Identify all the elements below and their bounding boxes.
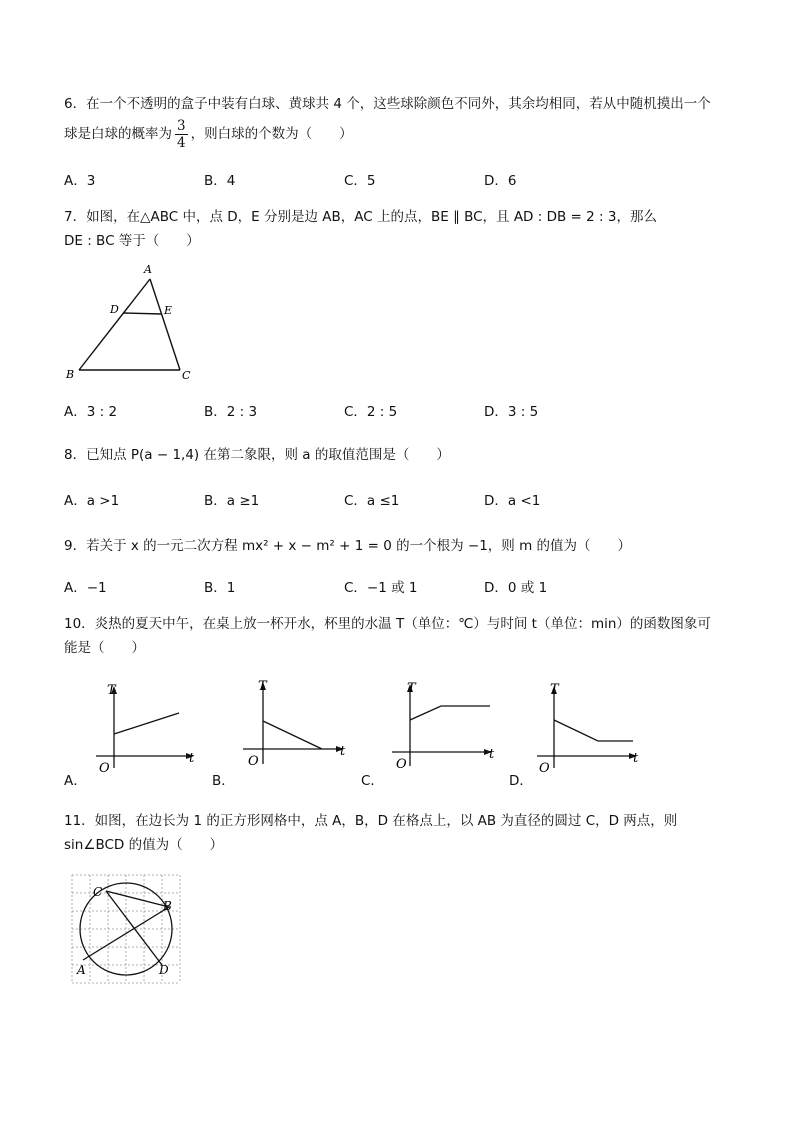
q10-graph-c[interactable] xyxy=(390,678,500,773)
q6-option-b[interactable]: B．4 xyxy=(204,173,236,189)
q6-line2-post: ，则白球的个数为（ ） xyxy=(190,126,353,142)
q8-options xyxy=(64,489,764,507)
q6-option-d[interactable]: D．6 xyxy=(484,173,517,189)
q6-frac-num: 3 xyxy=(177,117,186,134)
q10-a-axis-t-lower: t xyxy=(189,751,195,766)
q7-option-b[interactable]: B．2 : 3 xyxy=(204,404,258,420)
q10-d-axis-t-upper: T xyxy=(550,682,559,697)
q8-option-a[interactable]: A．a >1 xyxy=(64,493,120,509)
q7-line1: 7．如图，在△ABC 中，点 D，E 分别是边 AB，AC 上的点，BE ∥ BC，且 AD : DB = 2 : 3，那么 xyxy=(64,209,657,225)
q11-label-d: D xyxy=(159,963,169,977)
q10-option-d-label[interactable]: D． xyxy=(509,773,533,789)
q7-label-e: E xyxy=(164,304,173,317)
q10-c-axis-t-lower: t xyxy=(489,747,495,762)
q7-triangle-figure xyxy=(60,262,210,387)
q10-option-a-label[interactable]: A． xyxy=(64,773,87,789)
q9-option-d[interactable]: D．0 或 1 xyxy=(484,580,548,596)
q11-label-b: B xyxy=(163,899,172,913)
q6-line2-pre: 球是白球的概率为 xyxy=(64,126,172,142)
q11-label-c: C xyxy=(93,885,103,899)
q9-options xyxy=(64,576,764,594)
q10-a-axis-t-upper: T xyxy=(107,683,116,698)
q8-option-c[interactable]: C．a ≤1 xyxy=(344,493,400,509)
q10-graph-b[interactable] xyxy=(240,676,350,771)
q7-option-c[interactable]: C．2 : 5 xyxy=(344,404,398,420)
q8-option-d[interactable]: D．a <1 xyxy=(484,493,541,509)
q6-fraction xyxy=(175,118,188,151)
q10-option-b-label[interactable]: B． xyxy=(212,773,235,789)
q7-option-a[interactable]: A．3 : 2 xyxy=(64,404,118,420)
q6-frac-den: 4 xyxy=(177,134,186,151)
q7-line2: DE : BC 等于（ ） xyxy=(64,233,200,249)
q11-grid-circle-figure xyxy=(70,873,182,985)
q7-label-c: C xyxy=(182,369,191,382)
q6-line2 xyxy=(64,116,353,152)
q8-line1: 8．已知点 P(a − 1,4) 在第二象限，则 a 的取值范围是（ ） xyxy=(64,447,450,463)
q10-d-axis-t-lower: t xyxy=(633,751,639,766)
q11-label-a: A xyxy=(77,963,86,977)
q10-b-axis-t-upper: T xyxy=(258,679,267,694)
q10-graph-a[interactable] xyxy=(92,680,202,775)
q10-a-origin: O xyxy=(99,761,110,776)
q11-line1: 11．如图，在边长为 1 的正方形网格中，点 A，B，D 在格点上，以 AB 为直径的圆过 C，D 两点，则 xyxy=(64,813,678,829)
q7-label-b: B xyxy=(66,368,75,381)
q9-option-b[interactable]: B．1 xyxy=(204,580,236,596)
q9-line1: 9．若关于 x 的一元二次方程 mx² + x − m² + 1 = 0 的一个根为 −1，则 m 的值为（ ） xyxy=(64,538,632,554)
q6-options xyxy=(64,169,764,187)
q10-d-origin: O xyxy=(539,761,550,776)
q7-option-d[interactable]: D．3 : 5 xyxy=(484,404,539,420)
q7-label-a: A xyxy=(144,263,152,276)
q7-label-d: D xyxy=(110,303,119,316)
q7-options xyxy=(64,400,764,418)
q10-line1: 10．炎热的夏天中午，在桌上放一杯开水，杯里的水温 T（单位：℃）与时间 t（单位：min）的函数图象可 xyxy=(64,616,711,632)
q10-c-axis-t-upper: T xyxy=(407,681,416,696)
q6-line1: 6．在一个不透明的盒子中装有白球、黄球共 4 个，这些球除颜色不同外，其余均相同，若从中随机摸出一个 xyxy=(64,96,711,112)
q10-graph-d[interactable] xyxy=(535,680,645,775)
q10-c-origin: O xyxy=(396,757,407,772)
q9-option-c[interactable]: C．−1 或 1 xyxy=(344,580,418,596)
q10-line2: 能是（ ） xyxy=(64,640,145,656)
q10-option-c-label[interactable]: C． xyxy=(361,773,384,789)
q10-b-origin: O xyxy=(248,754,259,769)
q6-option-a[interactable]: A．3 xyxy=(64,173,96,189)
q8-option-b[interactable]: B．a ≥1 xyxy=(204,493,260,509)
q6-option-c[interactable]: C．5 xyxy=(344,173,376,189)
q11-line2: sin∠BCD 的值为（ ） xyxy=(64,837,224,853)
q10-b-axis-t-lower: t xyxy=(340,744,346,759)
q9-option-a[interactable]: A．−1 xyxy=(64,580,107,596)
